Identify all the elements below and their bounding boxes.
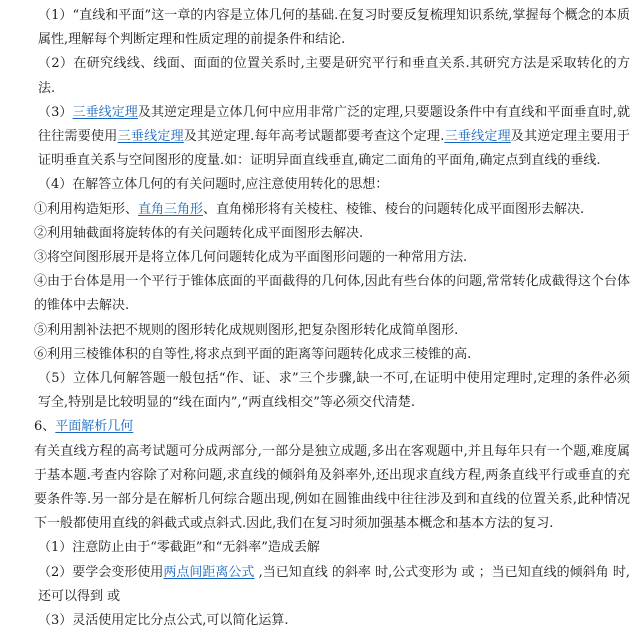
paragraph-text: ⑤利用割补法把不规则的图形转化成规则图形,把复杂图形转化成简单图形. [34, 322, 459, 338]
term-link[interactable]: 直角三角形 [138, 201, 204, 217]
section-6-heading [34, 415, 630, 439]
paragraph-p3 [38, 101, 630, 174]
paragraph-text: 、直角梯形将有关棱柱、棱锥、棱台的问题转化成平面图形去解决. [203, 201, 585, 217]
paragraph-q3 [38, 561, 630, 609]
paragraph-text: （1）注意防止由于“零截距”和“无斜率”造成丢解 [38, 540, 320, 556]
paragraph-text: （2）在研究线线、线面、面面的位置关系时,主要是研究平行和垂直关系.其研究方法是采取转化的方法. [38, 56, 630, 96]
paragraph-text: （3） [38, 104, 73, 120]
paragraph-text: ,当已知直线 的斜率 时,公式变形为 或 ；当已知直线的倾斜角 时,还可以得到 或 [38, 564, 630, 604]
paragraph-text: ③将空间图形展开是将立体几何问题转化成为平面图形问题的一种常用方法. [34, 250, 468, 266]
paragraph-text: 及其逆定理主要用于证明垂直关系与空间图形的度量.如：证明异面直线垂直,确定二面角的平面角,确定点到直线的垂线. [38, 129, 630, 169]
term-link[interactable]: 两点间距离公式 [163, 564, 255, 580]
paragraph-p11 [38, 367, 630, 415]
paragraph-text: ④由于台体是用一个平行于锥体底面的平面截得的几何体,因此有些台体的问题,常常转化成截得这个台体的锥体中去解决. [34, 274, 630, 314]
paragraph-text: 及其逆定理是立体几何中应用非常广泛的定理,只要题设条件中有直线和平面垂直时,就往往需要使用 [38, 104, 630, 145]
paragraph-text: 及其逆定理.每年高考试题都要考查这个定理. [183, 129, 445, 145]
paragraph-p6 [34, 222, 630, 246]
section-number: 6、 [34, 419, 56, 435]
paragraph-p5 [34, 198, 630, 222]
paragraph-text: ②利用轴截面将旋转体的有关问题转化成平面图形去解决. [34, 225, 364, 241]
term-link[interactable]: 三垂线定理 [444, 129, 511, 145]
paragraph-p8 [34, 270, 630, 318]
paragraph-text: （4）在解答立体几何的有关问题时,应注意使用转化的思想： [38, 177, 389, 193]
paragraph-text: 有关直线方程的高考试题可分成两部分,一部分是独立成题,多出在客观题中,并且每年只有一个题,难度属于基本题.考查内容除了对称问题,求直线的倾斜角及斜率外,还出现求直线方程,两条直线平行或垂直的充要条件等.另一部分是在解析几何综合题出现,例如在圆锥曲线中往往涉及到和直线的位置关系,此种情况下一般都使用直线的斜截式或点斜式.因此,我们在复习时须加强基本概念和基本方法的复习. [34, 443, 630, 532]
analytic-geometry-link[interactable]: 平面解析几何 [55, 419, 134, 435]
term-link[interactable]: 三垂线定理 [117, 129, 184, 145]
analytic-geometry-notes [34, 440, 630, 633]
paragraph-p2 [38, 52, 630, 100]
paragraph-p10 [34, 343, 630, 367]
paragraph-text: （5）立体几何解答题一般包括“作、证、求”三个步骤,缺一不可,在证明中使用定理时,定理的条件必须写全,特别是比较明显的“线在面内”,“两直线相交”等必须交代清楚. [38, 371, 630, 411]
paragraph-q1 [34, 440, 630, 537]
paragraph-p9 [34, 319, 630, 343]
paragraph-p4 [38, 173, 630, 197]
paragraph-p7 [34, 246, 630, 270]
paragraph-q4 [38, 609, 630, 633]
paragraph-q2 [38, 536, 630, 560]
paragraph-text: （2）要学会变形使用 [38, 564, 164, 580]
term-link[interactable]: 三垂线定理 [72, 104, 138, 120]
paragraph-text: ⑥利用三棱锥体积的自等性,将求点到平面的距离等问题转化成求三棱锥的高. [34, 346, 472, 362]
paragraph-text: （3）灵活使用定比分点公式,可以简化运算. [38, 613, 289, 629]
solid-geometry-notes [34, 4, 630, 415]
paragraph-p1 [38, 4, 630, 52]
paragraph-text: ①利用构造矩形、 [34, 201, 139, 217]
paragraph-text: （1）“直线和平面”这一章的内容是立体几何的基础.在复习时要反复梳理知识系统,掌握每个概念的本质属性,理解每个判断定理和性质定理的前提条件和结论. [38, 8, 630, 48]
